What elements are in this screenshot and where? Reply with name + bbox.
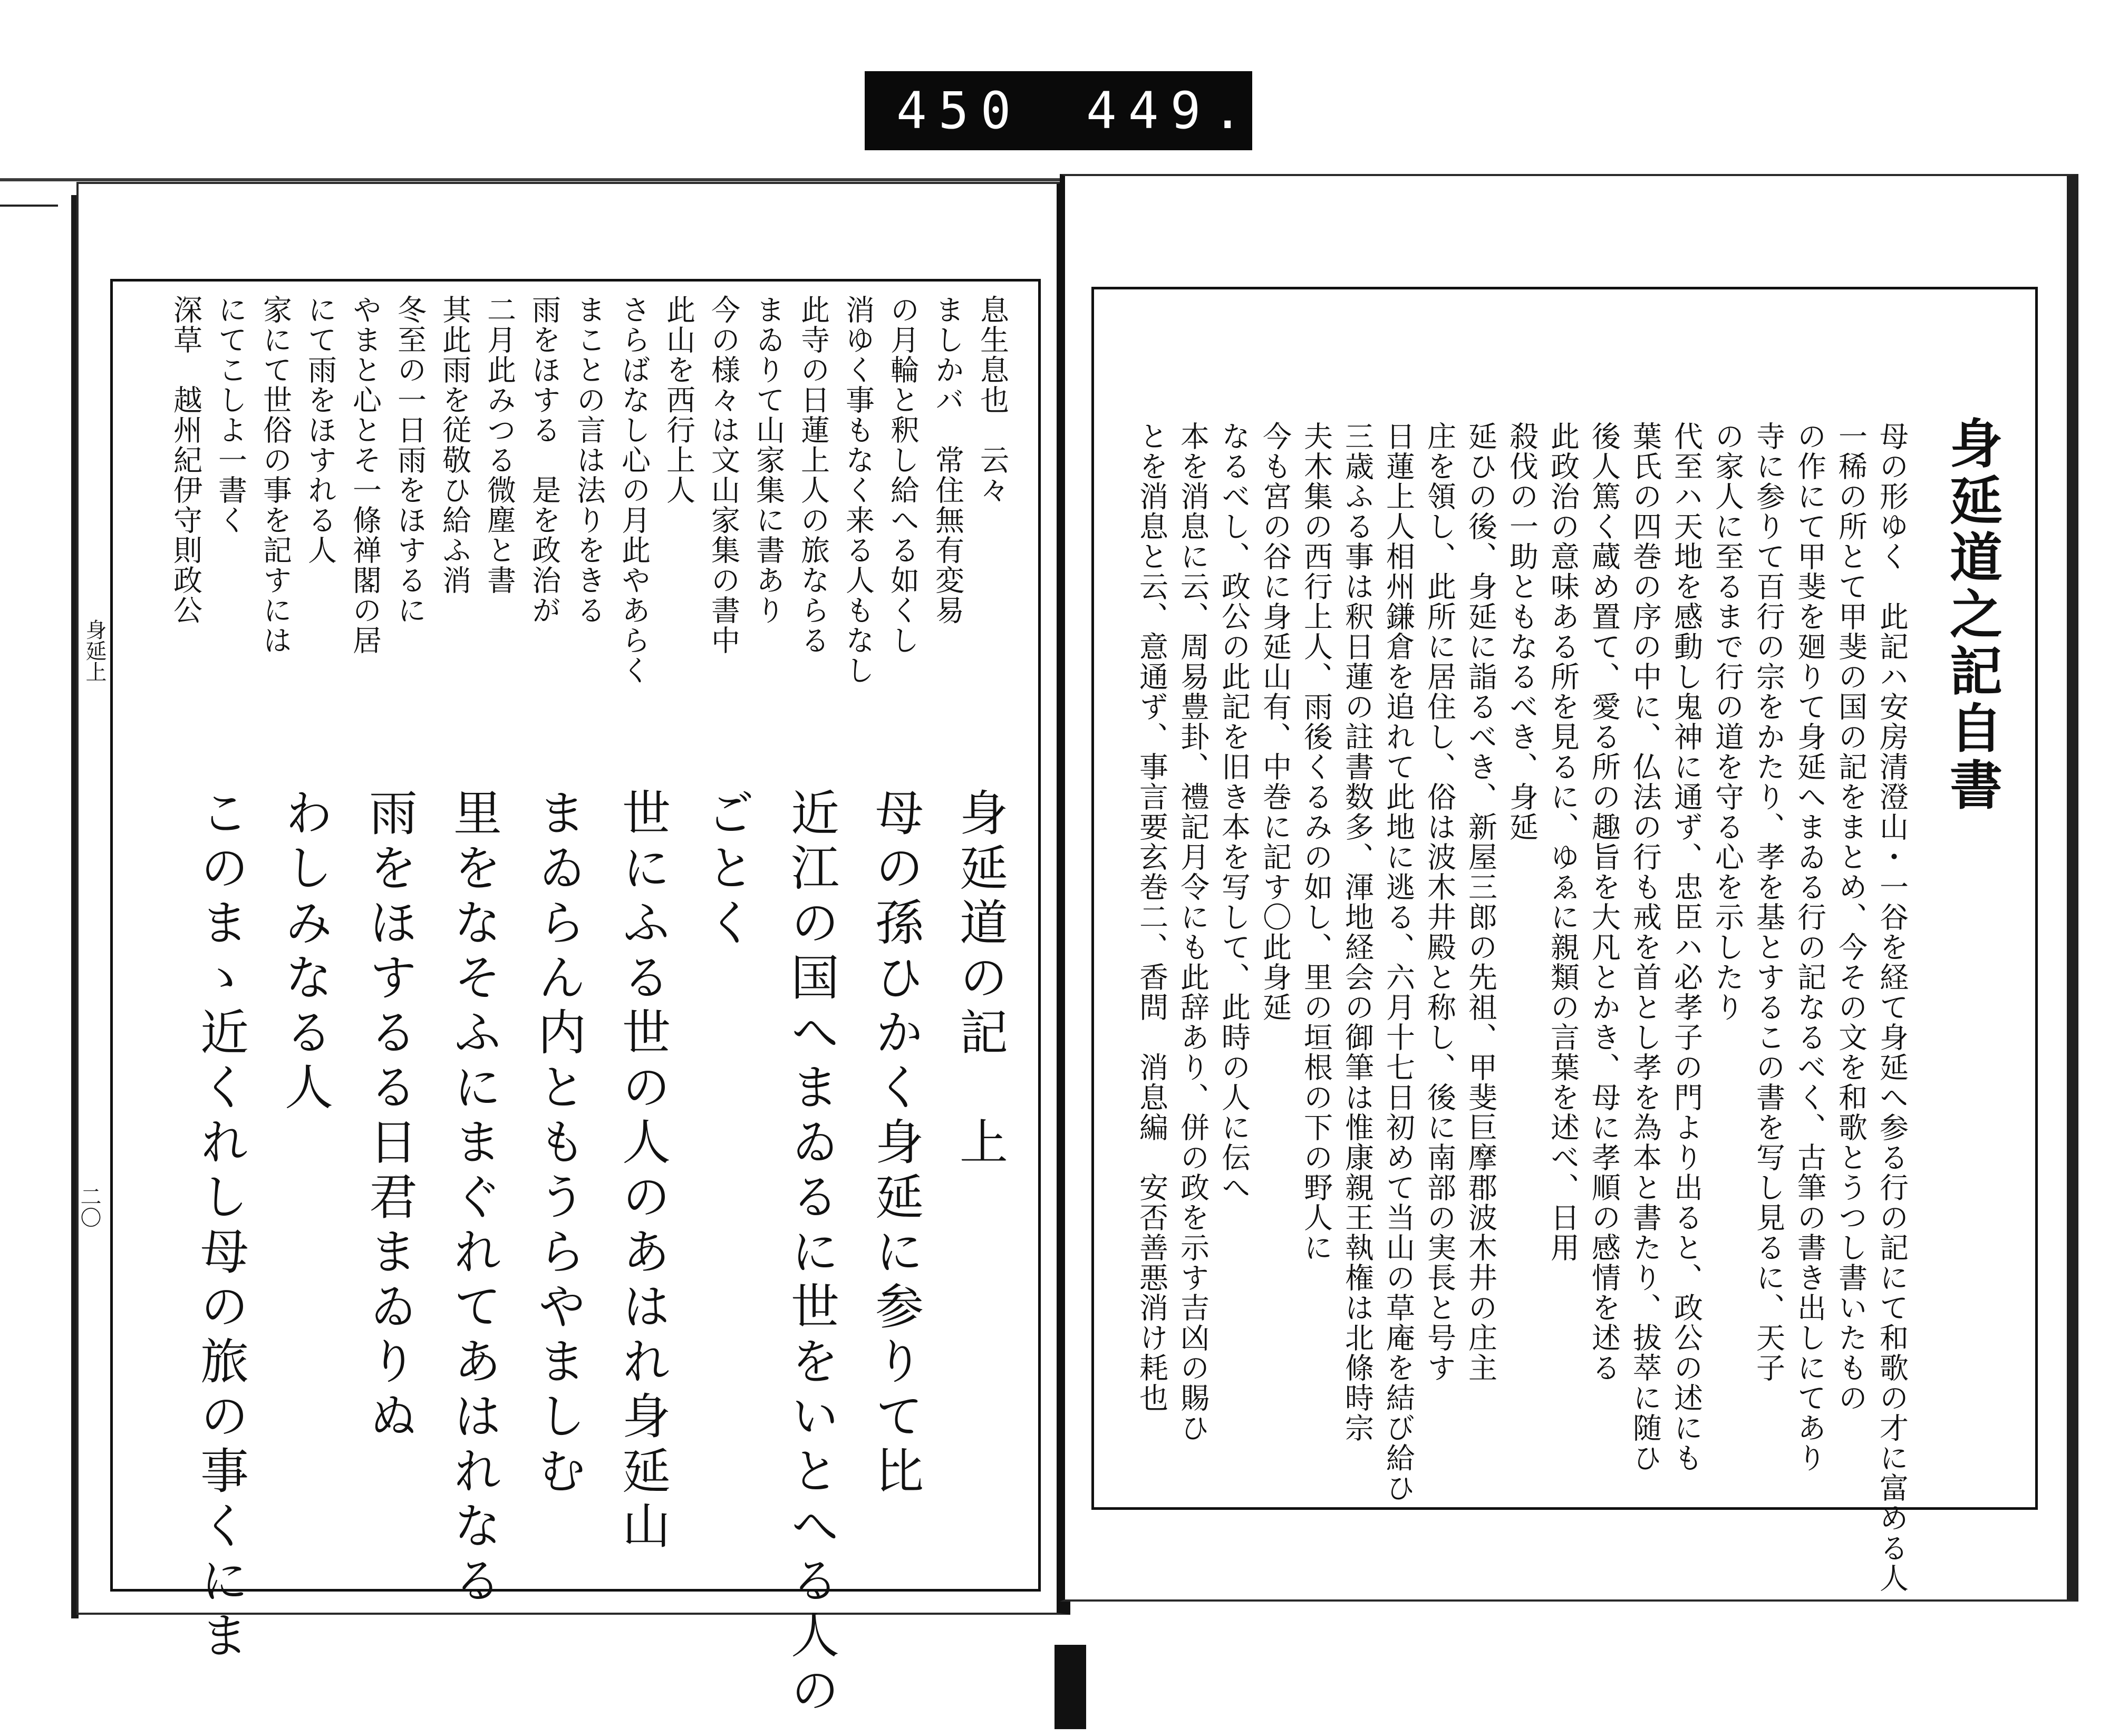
text-column: 此寺の日蓮上人の旅ならる	[796, 295, 830, 655]
page-folio: 二〇	[77, 1186, 101, 1228]
text-column: 身延道の記 上	[952, 788, 1008, 1171]
text-column: なるべし、政公の此記を旧き本を写して、此時の人に伝へ	[1217, 421, 1251, 1202]
text-column: 一稀の所とて甲斐の国の記をまとめ、今その文を和歌とうつし書いたもの	[1834, 421, 1868, 1413]
text-column: まことの言は法りをきる	[572, 295, 606, 625]
open-book	[0, 174, 2109, 1736]
text-column: ましかバ 常住無有変易	[931, 295, 964, 625]
right-page	[1060, 174, 2078, 1602]
text-column: 殺伐の一助ともなるべき、身延	[1505, 421, 1539, 842]
text-column: わしみなる人	[277, 788, 333, 1117]
text-column: にて雨をほすれる人	[303, 295, 337, 565]
text-column: 息生息也 云々	[975, 295, 1009, 505]
text-column: 二月此みつる微塵と書	[482, 295, 516, 595]
text-column: 今も宮の谷に身延山有、中巻に記す〇此身延	[1258, 421, 1292, 1022]
text-column: 母の孫ひかく身延に参りて比	[867, 788, 924, 1500]
text-column: の家人に至るまで行の道を守る心を示したり	[1710, 421, 1744, 1022]
text-column: にてこしよ一書く	[214, 295, 247, 535]
accession-number-left: 450	[896, 81, 1023, 140]
text-column: このまゝ近くれし母の旅の事くにま	[192, 788, 249, 1665]
accession-number-right: 449.	[1086, 81, 1255, 140]
text-column: 夫木集の西行上人、雨後くるみの如し、里の垣根の下の野人に	[1299, 421, 1333, 1263]
text-column: 延ひの後、身延に詣るべき、新屋三郎の先祖、甲斐巨摩郡波木井の庄主	[1464, 421, 1497, 1383]
text-column: 今の様々は文山家集の書中	[707, 295, 740, 655]
text-column: 母の形ゆく 此記ハ安房清澄山・一谷を経て身延へ参る行の記にて和歌の才に富める人	[1875, 421, 1909, 1593]
text-column: の月輪と釈し給へる如くし	[886, 295, 920, 655]
text-column: 其此雨を従敬ひ給ふ消	[438, 295, 471, 595]
accession-label	[865, 71, 1255, 150]
book-cover-edge	[0, 195, 79, 1618]
text-column: ごとく	[699, 788, 755, 952]
text-column: やまと心とそ一條禅閣の居	[348, 295, 382, 655]
text-column: 世にふる世の人のあはれ身延山	[614, 788, 671, 1555]
text-column: 後人篤く蔵め置て、愛る所の趣旨を大凡とかき、母に孝順の感情を述る	[1587, 421, 1621, 1383]
text-column: 本を消息に云、周易豊卦、禮記月令にも此辞あり、併の政を示す吉凶の賜ひ	[1176, 421, 1210, 1443]
text-column: 此政治の意味ある所を見るに、ゆゑに親類の言葉を述べ、日用	[1546, 421, 1580, 1263]
text-column: 此山を西行上人	[662, 295, 695, 505]
text-column: 日蓮上人相州鎌倉を追れて此地に逃る、六月十七日初めて当山の草庵を結び給ひ	[1381, 421, 1415, 1503]
left-page	[76, 182, 1070, 1720]
text-column: 消ゆく事もなく来る人もなし	[841, 295, 875, 685]
text-column: 雨をほする 是を政治が	[527, 295, 561, 625]
right-page-text-frame	[1091, 287, 2038, 1593]
text-column: 冬至の一日雨をほするに	[393, 295, 427, 625]
text-column: 代至ハ天地を感動し鬼神に通ず、忠臣ハ必孝子の門より出ると、政公の述にも	[1669, 421, 1703, 1473]
book-spine	[1054, 1645, 1086, 1729]
text-column: 家にて世俗の事を記すには	[258, 295, 292, 655]
running-head: 身延上	[82, 619, 107, 682]
text-column: 寺に参りて百行の宗をかたり、孝を基とするこの書を写し見るに、天子	[1752, 421, 1785, 1383]
text-column: 三歳ふる事は釈日蓮の註書数多、渾地経会の御筆は惟康親王執権は北條時宗	[1340, 421, 1374, 1443]
text-column: 近江の国へまゐるに世をいとへる人の	[783, 788, 839, 1720]
text-column: 里をなそふにまぐれてあはれなる	[446, 788, 502, 1610]
text-column: とを消息と云、意通ず、事言要玄巻二、香問 消息編 安否善悪消け耗也	[1135, 421, 1168, 1413]
text-column: さらばなし心の月此やあらく	[617, 295, 651, 685]
text-column: 庄を領し、此所に居住し、俗は波木井殿と称し、後に南部の実長と号す	[1423, 421, 1456, 1383]
text-column: 葉氏の四巻の序の中に、仏法の行も戒を首とし孝を為本と書たり、拔萃に随ひ	[1628, 421, 1662, 1473]
text-column: まゐりて山家集に書あり	[751, 295, 785, 625]
text-column: の作にて甲斐を廻りて身延へまゐる行の記なるべく、古筆の書き出しにてあり	[1793, 421, 1826, 1473]
text-column: 雨をほするる日君まゐりぬ	[361, 788, 418, 1446]
text-column: まゐらん内ともうらやましむ	[530, 788, 586, 1500]
text-column: 深草 越州紀伊守則政公	[169, 295, 202, 625]
page-title: 身延道之記自書	[1941, 416, 2003, 814]
